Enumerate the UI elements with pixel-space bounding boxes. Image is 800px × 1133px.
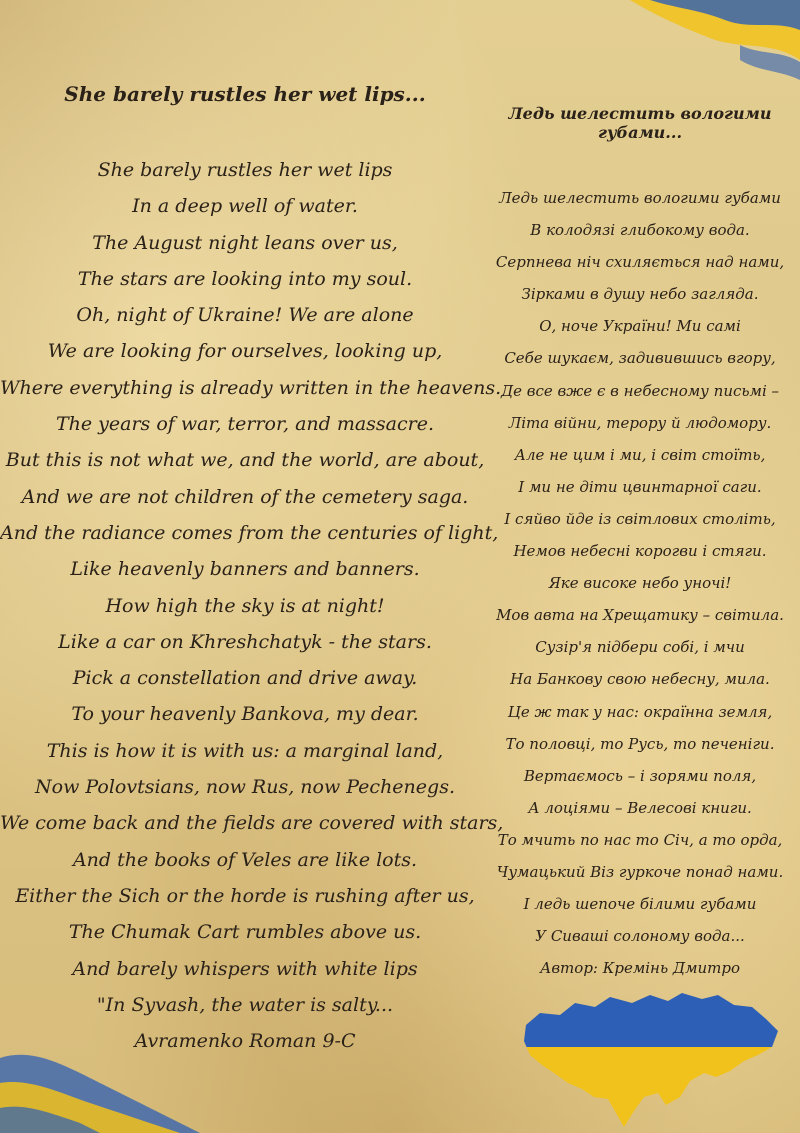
poem-line: Pick a constellation and drive away. [72, 667, 418, 690]
poem-line: In a deep well of water. [132, 195, 358, 218]
poem-line: And barely whispers with white lips [72, 957, 418, 980]
poem-line: Літа війни, терору й людомору. [508, 413, 772, 432]
poem-line: Where everything is already written in the heavens. [0, 376, 502, 399]
poem-line: О, ноче України! Ми самі [539, 317, 741, 336]
author-credit: Avramenko Roman 9-C [134, 1030, 356, 1053]
poem-line: Ледь шелестить вологими губами [499, 189, 781, 207]
english-poem-title: She barely rustles her wet lips... [64, 82, 426, 106]
poem-line: Now Polovtsians, now Rus, now Pechenegs. [35, 776, 455, 799]
poem-line: Вертаємось – і зорями поля, [523, 766, 757, 785]
ukraine-map-flag [520, 985, 782, 1133]
poem-line: В колодязі глибокому вода. [530, 221, 750, 240]
poem-line: На Банкову свою небесну, мила. [510, 670, 770, 689]
english-poem [0, 82, 504, 1059]
poem-line: To your heavenly Bankova, my dear. [71, 703, 419, 726]
poem-line: Себе шукаєм, задивившись вгору, [504, 349, 776, 368]
poem-line: The stars are looking into my soul. [77, 267, 413, 290]
poem-line: Oh, night of Ukraine! We are alone [76, 304, 414, 327]
poem-line: У Сиваші солоному вода... [535, 927, 745, 946]
poem-line: We come back and the fields are covered with stars, [0, 812, 504, 835]
ukrainian-poem-lines [480, 182, 800, 984]
poem-line: Зірками в душу небо загляда. [521, 285, 759, 304]
ukrainian-poem-title: Ледь шелестить вологими губами... [508, 104, 772, 142]
poem-line: But this is not what we, and the world, are about, [5, 449, 485, 472]
poem-line: Like a car on Khreshchatyk - the stars. [58, 630, 432, 653]
poem-line: She barely rustles her wet lips [97, 159, 393, 181]
poem-line: And we are not children of the cemetery saga. [21, 485, 469, 508]
poem-line: The August night leans over us, [92, 231, 398, 254]
poem-line: Сузір'я підбери собі, і мчи [535, 638, 745, 657]
poem-line: А лоціями – Велесові книги. [528, 798, 752, 817]
poem-line: Яке високе небо уночі! [548, 574, 732, 593]
poem-line: Either the Sich or the horde is rushing after us, [15, 884, 475, 907]
poem-line: І ми не діти цвинтарної саги. [518, 477, 762, 496]
poem-line: How high the sky is at night! [105, 594, 385, 617]
poem-line: The years of war, terror, and massacre. [55, 413, 435, 436]
poem-line: І сяйво йде із світлових століть, [504, 509, 776, 528]
poem-line: And the radiance comes from the centuries of light, [0, 521, 499, 544]
poem-line: І ледь шепоче білими губами [523, 895, 757, 914]
poem-line: Це ж так у нас: окраїнна земля, [507, 702, 773, 721]
poem-line: То половці, то Русь, то печеніги. [505, 734, 775, 753]
ukrainian-poem [480, 104, 800, 984]
poem-line: Like heavenly banners and banners. [70, 558, 420, 581]
poem-line: Серпнева ніч схиляється над нами, [495, 253, 785, 272]
poem-line: Але не цим і ми, і світ стоїть, [514, 445, 766, 464]
poem-line: Немов небесні корогви і стяги. [513, 542, 767, 561]
author-credit: Автор: Кремінь Дмитро [539, 959, 741, 978]
poem-line: And the books of Veles are like lots. [72, 848, 418, 871]
poem-line: Мов авта на Хрещатику – світила. [496, 606, 784, 625]
poem-line: The Chumak Cart rumbles above us. [68, 921, 422, 944]
poem-line: This is how it is with us: a marginal land, [46, 739, 444, 762]
poem-line: Чумацький Віз гуркоче понад нами. [496, 862, 784, 881]
english-poem-lines [0, 152, 504, 1059]
poem-line: "In Syvash, the water is salty... [96, 993, 394, 1016]
poem-line: We are looking for ourselves, looking up, [47, 340, 443, 363]
flag-ribbon-top-right [590, 0, 800, 80]
poem-line: То мчить по нас то Січ, а то орда, [497, 830, 783, 849]
poem-line: Де все вже є в небесному письмі – [500, 381, 780, 400]
